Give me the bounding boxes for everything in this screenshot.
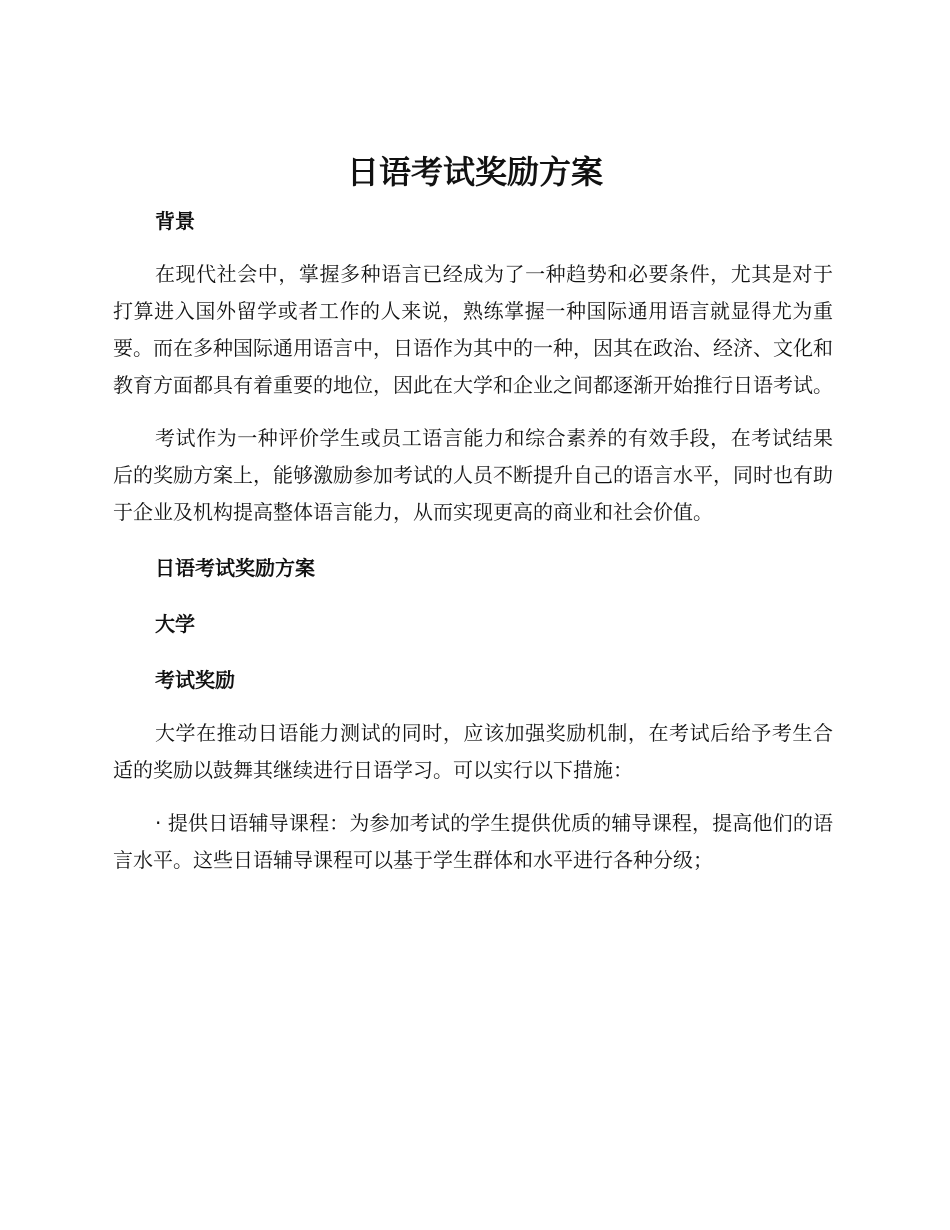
background-paragraph-1: 在现代社会中，掌握多种语言已经成为了一种趋势和必要条件，尤其是对于打算进入国外留学或者工作的人来说，熟练掌握一种国际通用语言就显得尤为重要。而在多种国际通用语言中，日语作为其中的一种，因其在政治、经济、文化和教育方面都具有着重要的地位，因此在大学和企业之间都逐渐开始推行日语考试。 <box>113 262 833 397</box>
section-heading-exam-reward: 考试奖励 <box>155 668 235 692</box>
bullet-item-tutoring: · 提供日语辅导课程：为参加考试的学生提供优质的辅导课程，提高他们的语言水平。这些日语辅导课程可以基于学生群体和水平进行各种分级； <box>113 811 833 872</box>
document-body <box>113 200 833 879</box>
document-title: 日语考试奖励方案 <box>346 153 603 191</box>
section-heading-background: 背景 <box>155 209 195 233</box>
section-heading-university: 大学 <box>155 612 195 636</box>
section-heading-plan: 日语考试奖励方案 <box>155 556 315 580</box>
background-paragraph-2: 考试作为一种评价学生或员工语言能力和综合素养的有效手段，在考试结果后的奖励方案上，能够激励参加考试的人员不断提升自己的语言水平，同时也有助于企业及机构提高整体语言能力，从而实现更高的商业和社会价值。 <box>113 426 833 524</box>
exam-reward-paragraph: 大学在推动日语能力测试的同时，应该加强奖励机制，在考试后给予考生合适的奖励以鼓舞其继续进行日语学习。可以实行以下措施： <box>113 721 833 782</box>
